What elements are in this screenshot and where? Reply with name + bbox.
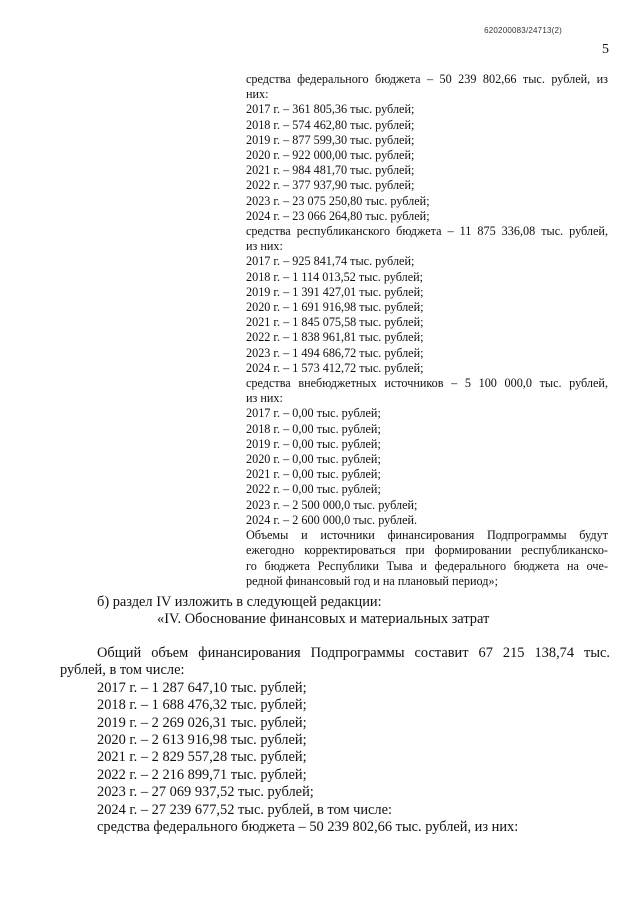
- text-line: 2019 г. – 877 599,30 тыс. рублей;: [246, 132, 415, 147]
- year-amount-line: 2022 г. – 2 216 899,71 тыс. рублей;: [97, 766, 307, 783]
- section-heading: «IV. Обоснование финансовых и материальных затрат: [157, 611, 490, 628]
- text-line: 2023 г. – 23 075 250,80 тыс. рублей;: [246, 193, 430, 208]
- text-line: 2024 г. – 1 573 412,72 тыс. рублей;: [246, 360, 424, 375]
- text-line: го бюджета Республики Тыва и федерального бюджета на оче-: [246, 558, 608, 573]
- text-line: 2018 г. – 1 114 013,52 тыс. рублей;: [246, 269, 424, 284]
- text-line: из них:: [246, 391, 283, 406]
- year-amount-line: 2024 г. – 27 239 677,52 тыс. рублей, в том числе:: [97, 801, 392, 818]
- text-line: них:: [246, 87, 269, 102]
- text-line: 2019 г. – 1 391 427,01 тыс. рублей;: [246, 284, 424, 299]
- year-amount-line: 2019 г. – 2 269 026,31 тыс. рублей;: [97, 714, 307, 731]
- text-line: 2024 г. – 2 600 000,0 тыс. рублей.: [246, 512, 418, 527]
- year-amount-line: 2023 г. – 27 069 937,52 тыс. рублей;: [97, 784, 314, 801]
- financing-rationale-block: [60, 645, 610, 836]
- document-id: 620200083/24713(2): [484, 26, 562, 35]
- text-line: 2018 г. – 574 462,80 тыс. рублей;: [246, 117, 415, 132]
- funding-sources-block: [246, 72, 608, 589]
- text-line: 2023 г. – 2 500 000,0 тыс. рублей;: [246, 497, 418, 512]
- text-line: 2021 г. – 0,00 тыс. рублей;: [246, 467, 381, 482]
- text-line: 2022 г. – 0,00 тыс. рублей;: [246, 482, 381, 497]
- text-line: 2023 г. – 1 494 686,72 тыс. рублей;: [246, 345, 424, 360]
- amendment-instruction: б) раздел IV изложить в следующей редакции:: [97, 594, 382, 610]
- year-amount-line: 2020 г. – 2 613 916,98 тыс. рублей;: [97, 732, 307, 749]
- total-financing-continuation: рублей, в том числе:: [60, 662, 185, 679]
- section-b-intro: [60, 594, 610, 629]
- text-line: 2022 г. – 377 937,90 тыс. рублей;: [246, 178, 415, 193]
- text-line: 2017 г. – 0,00 тыс. рублей;: [246, 406, 381, 421]
- text-line: средства внебюджетных источников – 5 100 000,0 тыс. рублей,: [246, 376, 608, 391]
- total-financing-line: Общий объем финансирования Подпрограммы составит 67 215 138,74 тыс.: [97, 645, 610, 661]
- year-amount-line: 2021 г. – 2 829 557,28 тыс. рублей;: [97, 749, 307, 766]
- federal-budget-line: средства федерального бюджета – 50 239 802,66 тыс. рублей, из них:: [97, 819, 519, 836]
- text-line: 2017 г. – 361 805,36 тыс. рублей;: [246, 102, 415, 117]
- text-line: 2020 г. – 0,00 тыс. рублей;: [246, 452, 381, 467]
- text-line: средства республиканского бюджета – 11 875 336,08 тыс. рублей,: [246, 224, 608, 239]
- page-number: 5: [602, 42, 609, 57]
- text-line: 2021 г. – 984 481,70 тыс. рублей;: [246, 163, 415, 178]
- text-line: 2017 г. – 925 841,74 тыс. рублей;: [246, 254, 415, 269]
- text-line: редной финансовый год и на плановый период»;: [246, 573, 498, 588]
- text-line: средства федерального бюджета – 50 239 802,66 тыс. рублей, из: [246, 72, 608, 86]
- text-line: 2021 г. – 1 845 075,58 тыс. рублей;: [246, 315, 424, 330]
- text-line: 2024 г. – 23 066 264,80 тыс. рублей;: [246, 208, 430, 223]
- text-line: 2020 г. – 1 691 916,98 тыс. рублей;: [246, 300, 424, 315]
- text-line: 2020 г. – 922 000,00 тыс. рублей;: [246, 148, 415, 163]
- text-line: 2022 г. – 1 838 961,81 тыс. рублей;: [246, 330, 424, 345]
- text-line: 2018 г. – 0,00 тыс. рублей;: [246, 421, 381, 436]
- text-line: ежегодно корректироваться при формировании республиканско-: [246, 543, 608, 558]
- text-line: 2019 г. – 0,00 тыс. рублей;: [246, 436, 381, 451]
- year-amount-line: 2017 г. – 1 287 647,10 тыс. рублей;: [97, 679, 307, 696]
- year-amount-line: 2018 г. – 1 688 476,32 тыс. рублей;: [97, 697, 307, 714]
- text-line: из них:: [246, 239, 283, 254]
- text-line: Объемы и источники финансирования Подпрограммы будут: [246, 528, 608, 543]
